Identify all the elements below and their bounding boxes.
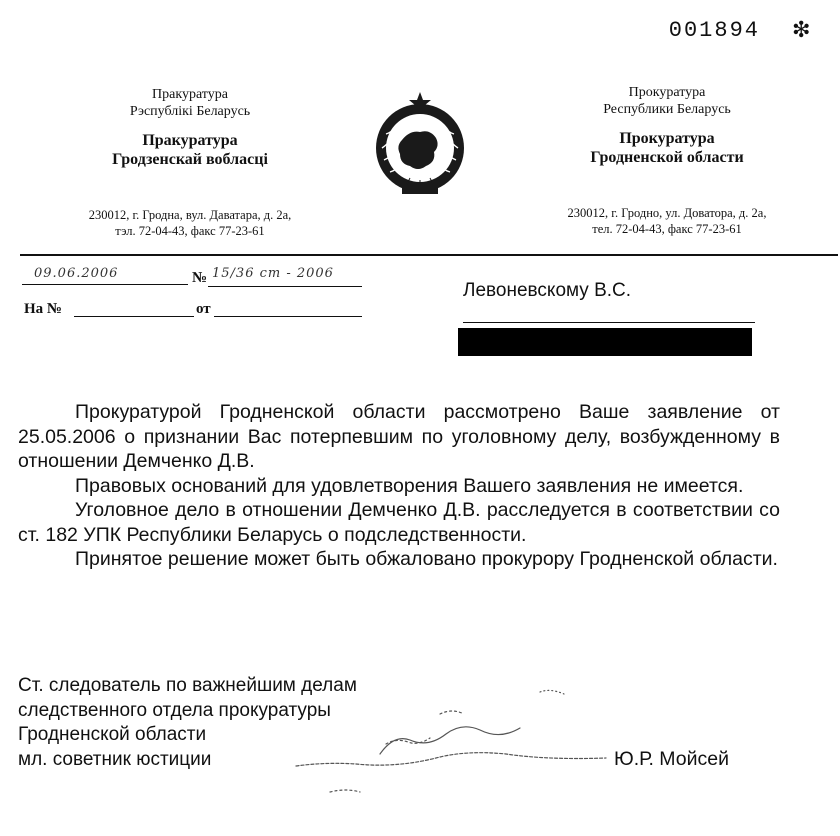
- recipient-name: Левоневскому В.С.: [463, 280, 632, 301]
- body-paragraph-3: Уголовное дело в отношении Демченко Д.В. расследуется в соответствии со ст. 182 УПК Республики Беларусь о подследственности.: [18, 499, 780, 546]
- signer-name: Ю.Р. Мойсей: [614, 748, 729, 770]
- document-number: 001894: [668, 18, 760, 43]
- coat-of-arms-emblem-icon: [372, 90, 468, 196]
- corner-mark-icon: ❇: [792, 18, 811, 43]
- body-paragraph-1: Прокуратурой Гродненской области рассмотрено Ваше заявление от 25.05.2006 о признании Вас потерпевшим по уголовному делу, возбужденному в отношении Демченко Д.В.: [18, 401, 780, 472]
- handwritten-signature-icon: [290, 684, 620, 804]
- reply-number-label: На №: [24, 301, 62, 317]
- header-left-bold2: Гродзенскай вобласці: [112, 151, 268, 168]
- header-left-line1: Пракуратура: [152, 87, 228, 102]
- recipient-address-line: [463, 322, 755, 323]
- signature-line-2: следственного отдела прокуратуры: [18, 699, 331, 721]
- header-right-address1: 230012, г. Гродно, ул. Доватора, д. 2а,: [567, 206, 767, 220]
- header-left-line2: Рэспублікі Беларусь: [129, 104, 251, 119]
- letter-body: [18, 400, 780, 572]
- reference-number: 15/36 ст - 2006: [212, 266, 334, 281]
- header-divider: [20, 254, 838, 256]
- reply-from-line: [214, 316, 362, 317]
- body-paragraph-2: Правовых оснований для удовлетворения Вашего заявления не имеется.: [75, 474, 744, 497]
- header-left-address2: тэл. 72-04-43, факс 77-23-61: [115, 224, 265, 238]
- body-paragraph-4: Принятое решение может быть обжаловано прокурору Гродненской области.: [75, 548, 778, 570]
- reply-from-label: от: [196, 301, 211, 317]
- header-right: [536, 84, 798, 237]
- reference-number-label: №: [192, 270, 208, 286]
- signature-line-3: Гродненской области: [18, 724, 207, 745]
- header-left-bold1: Пракуратура: [142, 132, 238, 149]
- header-right-line2: Республики Беларусь: [603, 102, 731, 117]
- reference-number-line: [208, 286, 362, 287]
- header-right-line1: Прокуратура: [628, 85, 706, 100]
- signature-line-4: мл. советник юстиции: [18, 748, 212, 770]
- header-right-bold1: Прокуратура: [619, 130, 715, 147]
- header-right-address2: тел. 72-04-43, факс 77-23-61: [592, 222, 742, 236]
- header-right-bold2: Гродненской области: [590, 149, 744, 166]
- redacted-address-block: [458, 328, 752, 356]
- reference-date: 09.06.2006: [34, 266, 119, 281]
- reference-date-line: [22, 284, 188, 285]
- signature-line-1: Ст. следователь по важнейшим делам: [18, 675, 357, 696]
- reply-number-line: [74, 316, 194, 317]
- header-left-address1: 230012, г. Гродна, вул. Даватара, д. 2а,: [88, 208, 292, 222]
- header-left: [60, 86, 320, 239]
